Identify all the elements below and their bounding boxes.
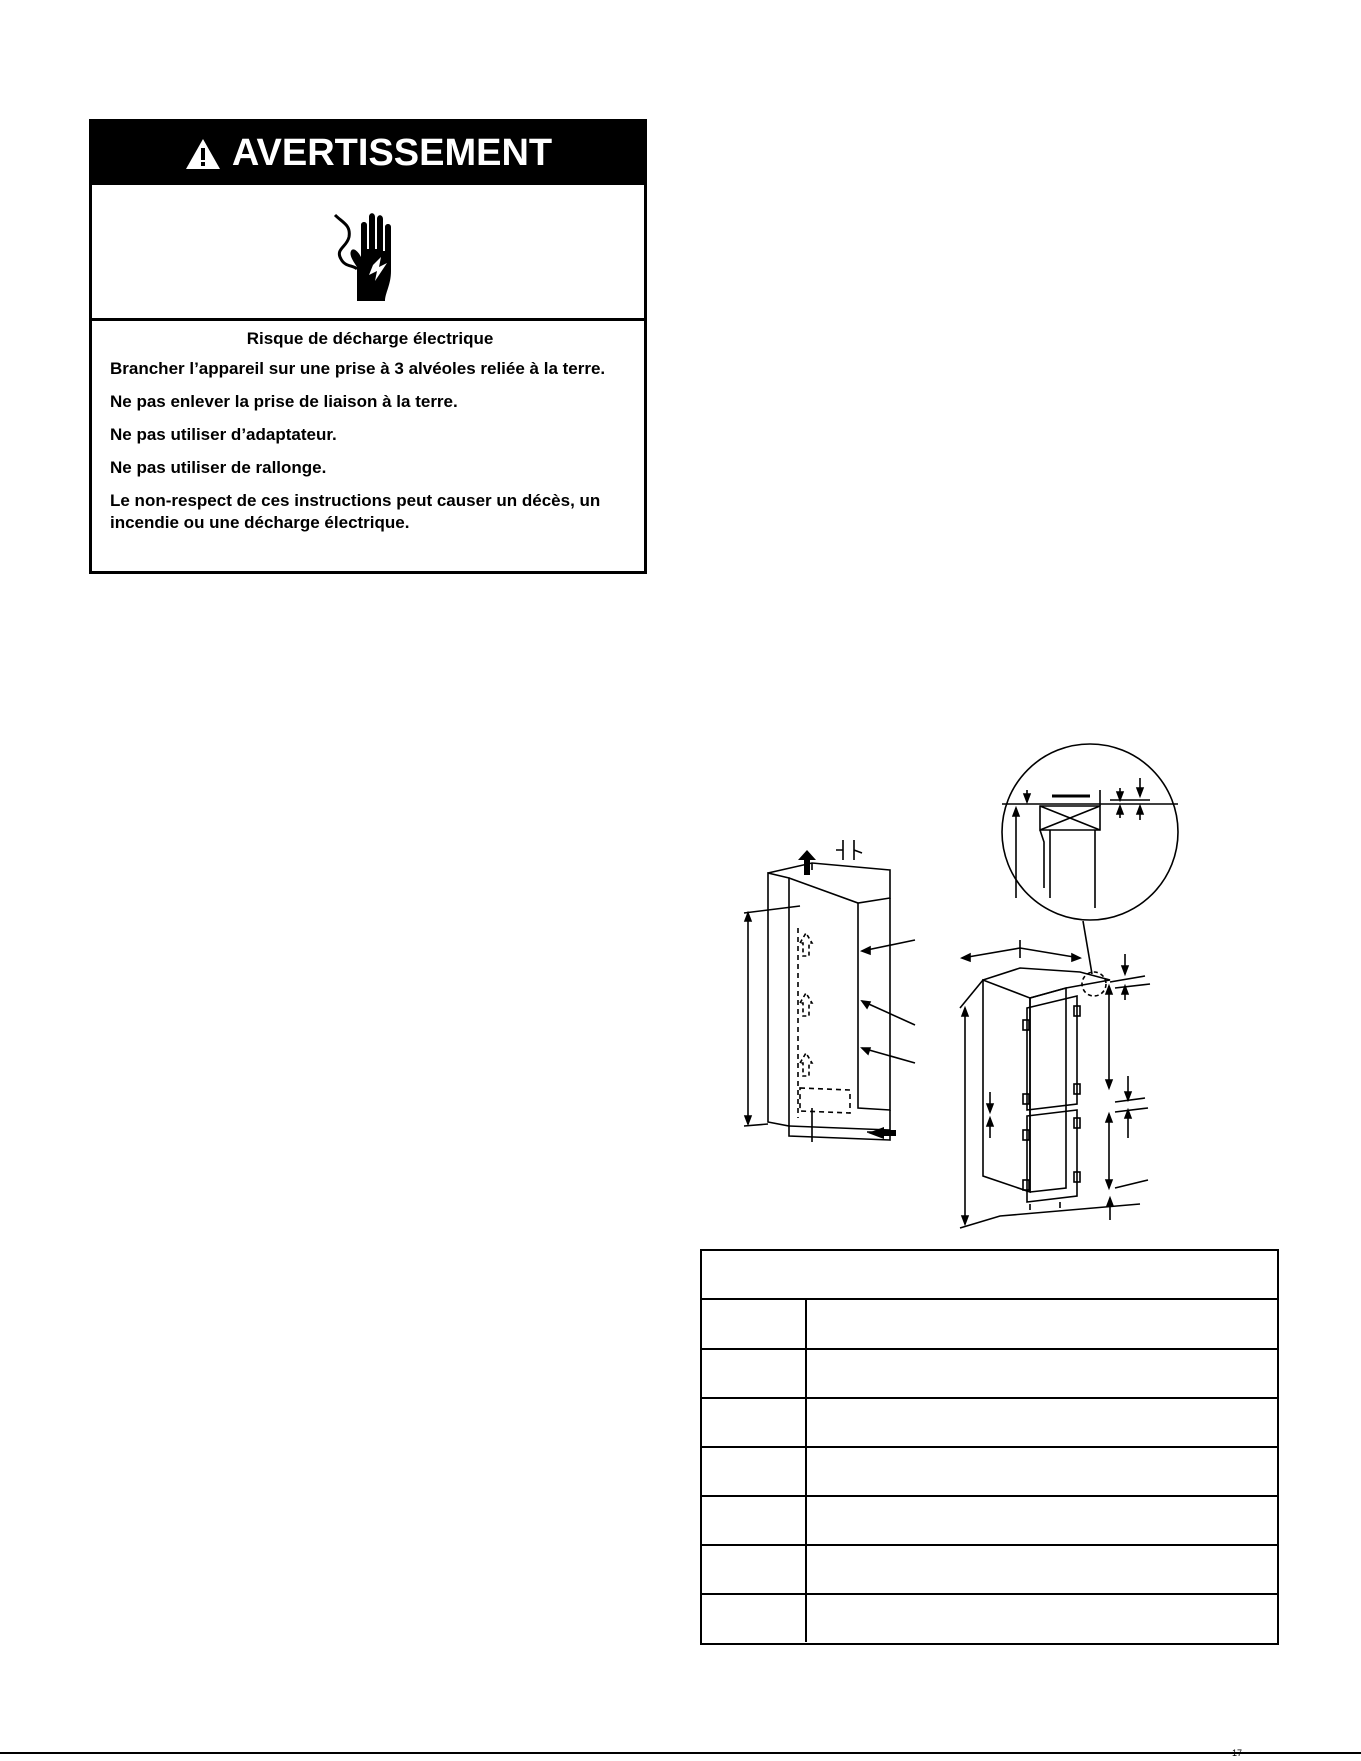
cabinet-opening-drawing — [744, 863, 915, 1142]
warning-symbol-panel — [92, 185, 644, 321]
table-cell — [807, 1545, 1277, 1593]
refrigerator-installation-diagram — [700, 718, 1240, 1234]
warning-title: AVERTISSEMENT — [231, 132, 553, 174]
table-cell — [807, 1300, 1277, 1348]
table-cell — [807, 1594, 1277, 1642]
refrigerator-drawing — [960, 940, 1150, 1228]
table-cell — [807, 1349, 1277, 1397]
table-cell — [702, 1349, 807, 1397]
specifications-table — [700, 1249, 1279, 1645]
table-row — [702, 1545, 1277, 1595]
table-row — [702, 1398, 1277, 1448]
table-cell — [702, 1300, 807, 1348]
table-cell — [702, 1447, 807, 1495]
table-header — [702, 1251, 1277, 1300]
warning-line: Ne pas enlever la prise de liaison à la terre. — [110, 392, 458, 411]
footer-rule — [0, 1752, 1361, 1754]
page-number: 17 — [1232, 1748, 1243, 1758]
table-cell — [807, 1447, 1277, 1495]
warning-line: Ne pas utiliser de rallonge. — [110, 458, 327, 477]
table-row — [702, 1300, 1277, 1350]
warning-line: Le non-respect de ces instructions peut causer un décès, un incendie ou une décharge électrique. — [110, 491, 601, 532]
table-cell — [807, 1496, 1277, 1544]
warning-box — [89, 119, 647, 574]
table-cell — [702, 1594, 807, 1642]
table-row — [702, 1349, 1277, 1399]
table-cell — [702, 1398, 807, 1446]
warning-body — [110, 329, 630, 545]
warning-line: Ne pas utiliser d’adaptateur. — [110, 425, 337, 444]
table-row — [702, 1496, 1277, 1546]
table-row — [702, 1447, 1277, 1497]
detail-magnifier — [1002, 744, 1178, 974]
electric-shock-hand-icon — [313, 197, 423, 307]
warning-line: Brancher l’appareil sur une prise à 3 alvéoles reliée à la terre. — [110, 359, 606, 378]
warning-header — [92, 122, 644, 185]
warning-triangle-icon — [184, 137, 222, 171]
table-row — [702, 1594, 1277, 1642]
table-cell — [702, 1496, 807, 1544]
warning-subtitle: Risque de décharge électrique — [246, 329, 494, 348]
table-cell — [702, 1545, 807, 1593]
table-cell — [807, 1398, 1277, 1446]
